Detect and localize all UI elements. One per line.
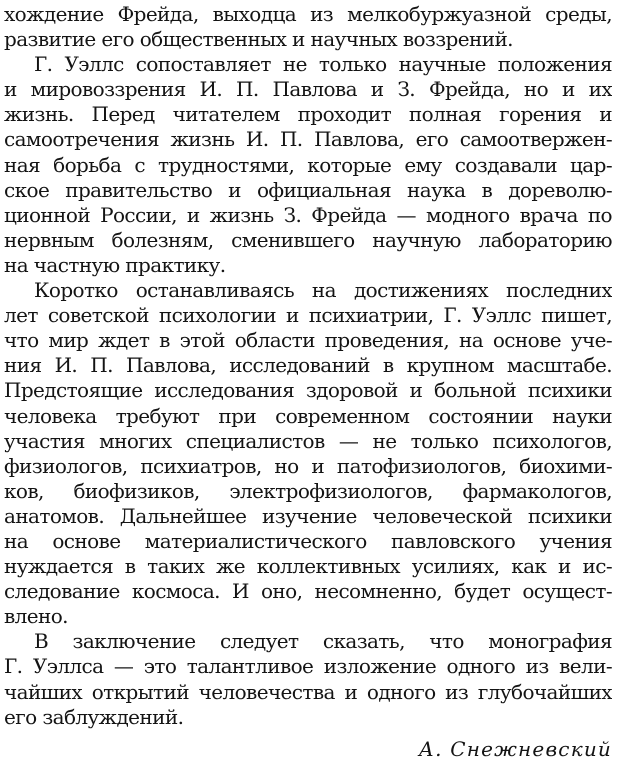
text-line: жизнь. Перед читателем проходит полная горения и: [4, 102, 612, 127]
text-line: анатомов. Дальнейшее изучение человеческой психики: [4, 503, 612, 528]
text-line: ния И. П. Павлова, исследований в крупном масштабе.: [4, 353, 612, 378]
paragraph-4: [4, 629, 612, 729]
text-line: Г. Уэллса — это талантливое изложение одного из вели-: [4, 654, 612, 679]
text-line: человека требуют при современном состоянии науки: [4, 403, 612, 428]
text-line: ционной России, и жизнь З. Фрейда — модного врача по: [4, 202, 612, 227]
text-line: В заключение следует сказать, что монография: [34, 629, 612, 654]
paragraph-2: [4, 52, 612, 278]
text-line: чайших открытий человечества и одного из глубочайших: [4, 679, 612, 704]
text-line: его заблуждений.: [4, 704, 184, 729]
text-line: и мировоззрения И. П. Павлова и З. Фрейда, но и их: [4, 77, 612, 102]
paragraph-3: [4, 278, 612, 629]
text-line: Коротко останавливаясь на достижениях последних: [34, 278, 612, 303]
text-line: на частную практику.: [4, 252, 226, 277]
text-line: на основе материалистического павловского учения: [4, 528, 612, 553]
text-line: нуждается в таких же коллективных усилиях, как и ис-: [4, 554, 612, 579]
text-line: физиологов, психиатров, но и патофизиологов, биохими-: [4, 453, 612, 478]
text-line: Предстоящие исследования здоровой и больной психики: [4, 378, 612, 403]
text-line: нервным болезням, сменившего научную лабораторию: [4, 227, 612, 252]
text-line: ское правительство и официальная наука в дореволю-: [4, 177, 612, 202]
text-line: ная борьба с трудностями, которые ему создавали цар-: [4, 152, 612, 177]
paragraph-1: [4, 2, 612, 52]
text-line: лет советской психологии и психиатрии, Г. Уэллс пишет,: [4, 303, 612, 328]
text-line: влено.: [4, 604, 68, 629]
text-line: самоотречения жизнь И. П. Павлова, его самоотвержен-: [4, 127, 612, 152]
text-line: следование космоса. И оно, несомненно, будет осущест-: [4, 579, 612, 604]
text-line: что мир ждет в этой области проведения, на основе уче-: [4, 328, 612, 353]
text-line: Г. Уэллс сопоставляет не только научные положения: [34, 52, 612, 77]
text-line: развитие его общественных и научных воззрений.: [4, 27, 513, 52]
text-line: участия многих специалистов — не только психологов,: [4, 428, 612, 453]
text-line: хождение Фрейда, выходца из мелкобуржуазной среды,: [4, 2, 612, 26]
text-line: ков, биофизиков, электрофизиологов, фармакологов,: [4, 478, 612, 503]
author-signature: А. Снежневский: [418, 736, 612, 761]
document-page: [4, 2, 612, 762]
